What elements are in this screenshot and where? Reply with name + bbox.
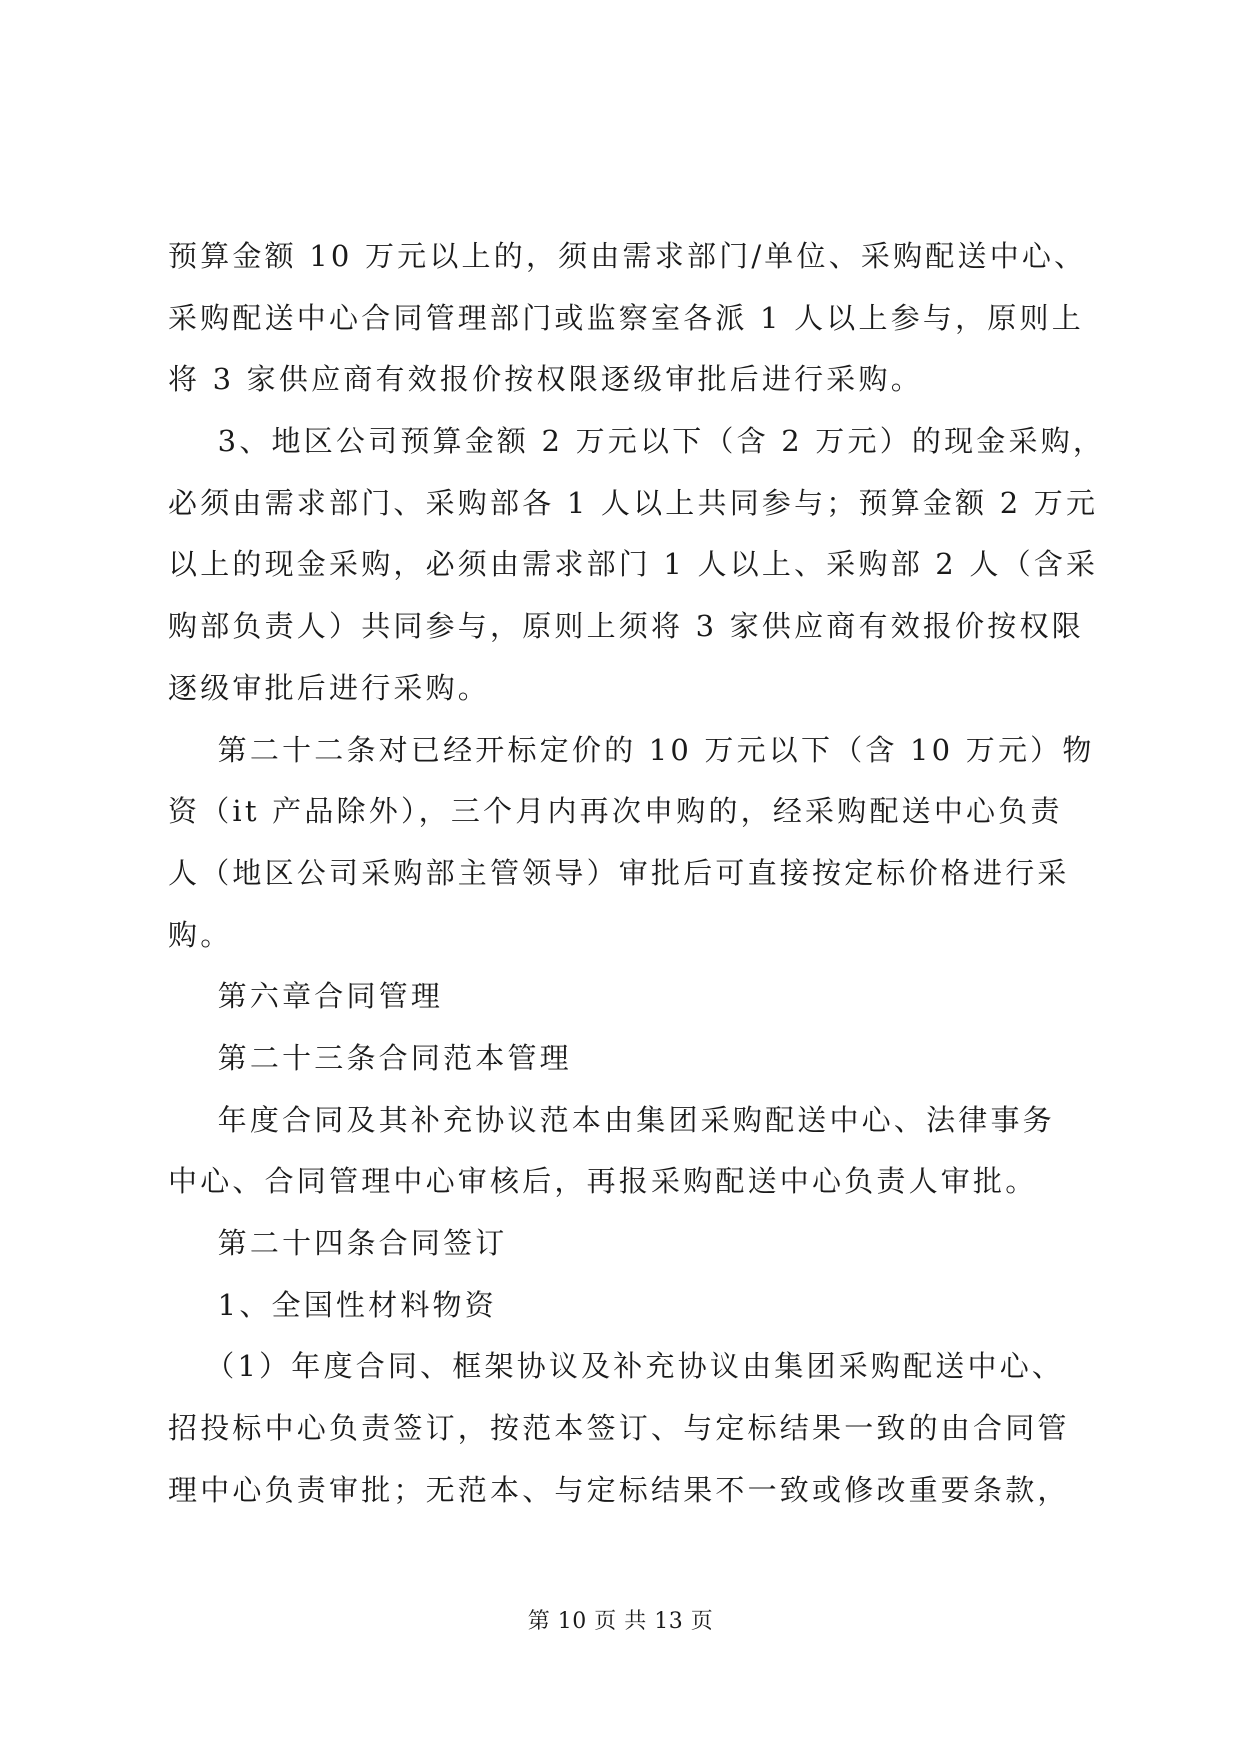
body-line: 中心、合同管理中心审核后，再报采购配送中心负责人审批。 xyxy=(168,1164,1038,1199)
document-body xyxy=(168,226,1106,1521)
article-heading: 第二十四条合同签订 xyxy=(168,1226,508,1260)
body-line: 资（it 产品除外），三个月内再次申购的，经采购配送中心负责 xyxy=(168,794,1063,829)
section-heading: 1、全国性材料物资 xyxy=(168,1287,497,1322)
body-line: 逐级审批后进行采购。 xyxy=(168,670,491,705)
body-line: 预算金额 10 万元以上的，须由需求部门/单位、采购配送中心、 xyxy=(168,239,1087,273)
page-number-footer: 第 10 页 共 13 页 xyxy=(527,1609,714,1634)
body-line: 以上的现金采购，必须由需求部门 1 人以上、采购部 2 人（含采 xyxy=(168,547,1099,582)
body-line: 采购配送中心合同管理部门或监察室各派 1 人以上参与，原则上 xyxy=(168,300,1084,335)
body-line: 年度合同及其补充协议范本由集团采购配送中心、法律事务 xyxy=(168,1102,1055,1137)
body-line: 必须由需求部门、采购部各 1 人以上共同参与；预算金额 2 万元 xyxy=(168,485,1099,520)
body-line: 将 3 家供应商有效报价按权限逐级审批后进行采购。 xyxy=(168,362,923,397)
body-line: 购部负责人）共同参与，原则上须将 3 家供应商有效报价按权限 xyxy=(168,609,1084,644)
body-line: 人（地区公司采购部主管领导）审批后可直接按定标价格进行采 xyxy=(168,855,1070,890)
body-line: 招投标中心负责签订，按范本签订、与定标结果一致的由合同管 xyxy=(168,1411,1070,1446)
body-line: （1）年度合同、框架协议及补充协议由集团采购配送中心、 xyxy=(168,1349,1065,1384)
body-line: 3、地区公司预算金额 2 万元以下（含 2 万元）的现金采购， xyxy=(168,424,1106,459)
chapter-heading: 第六章合同管理 xyxy=(168,979,444,1014)
article-heading: 第二十三条合同范本管理 xyxy=(168,1040,572,1075)
body-line: 第二十二条对已经开标定价的 10 万元以下（含 10 万元）物 xyxy=(168,732,1095,767)
body-line: 购。 xyxy=(168,917,233,952)
body-line: 理中心负责审批；无范本、与定标结果不一致或修改重要条款， xyxy=(168,1472,1070,1507)
